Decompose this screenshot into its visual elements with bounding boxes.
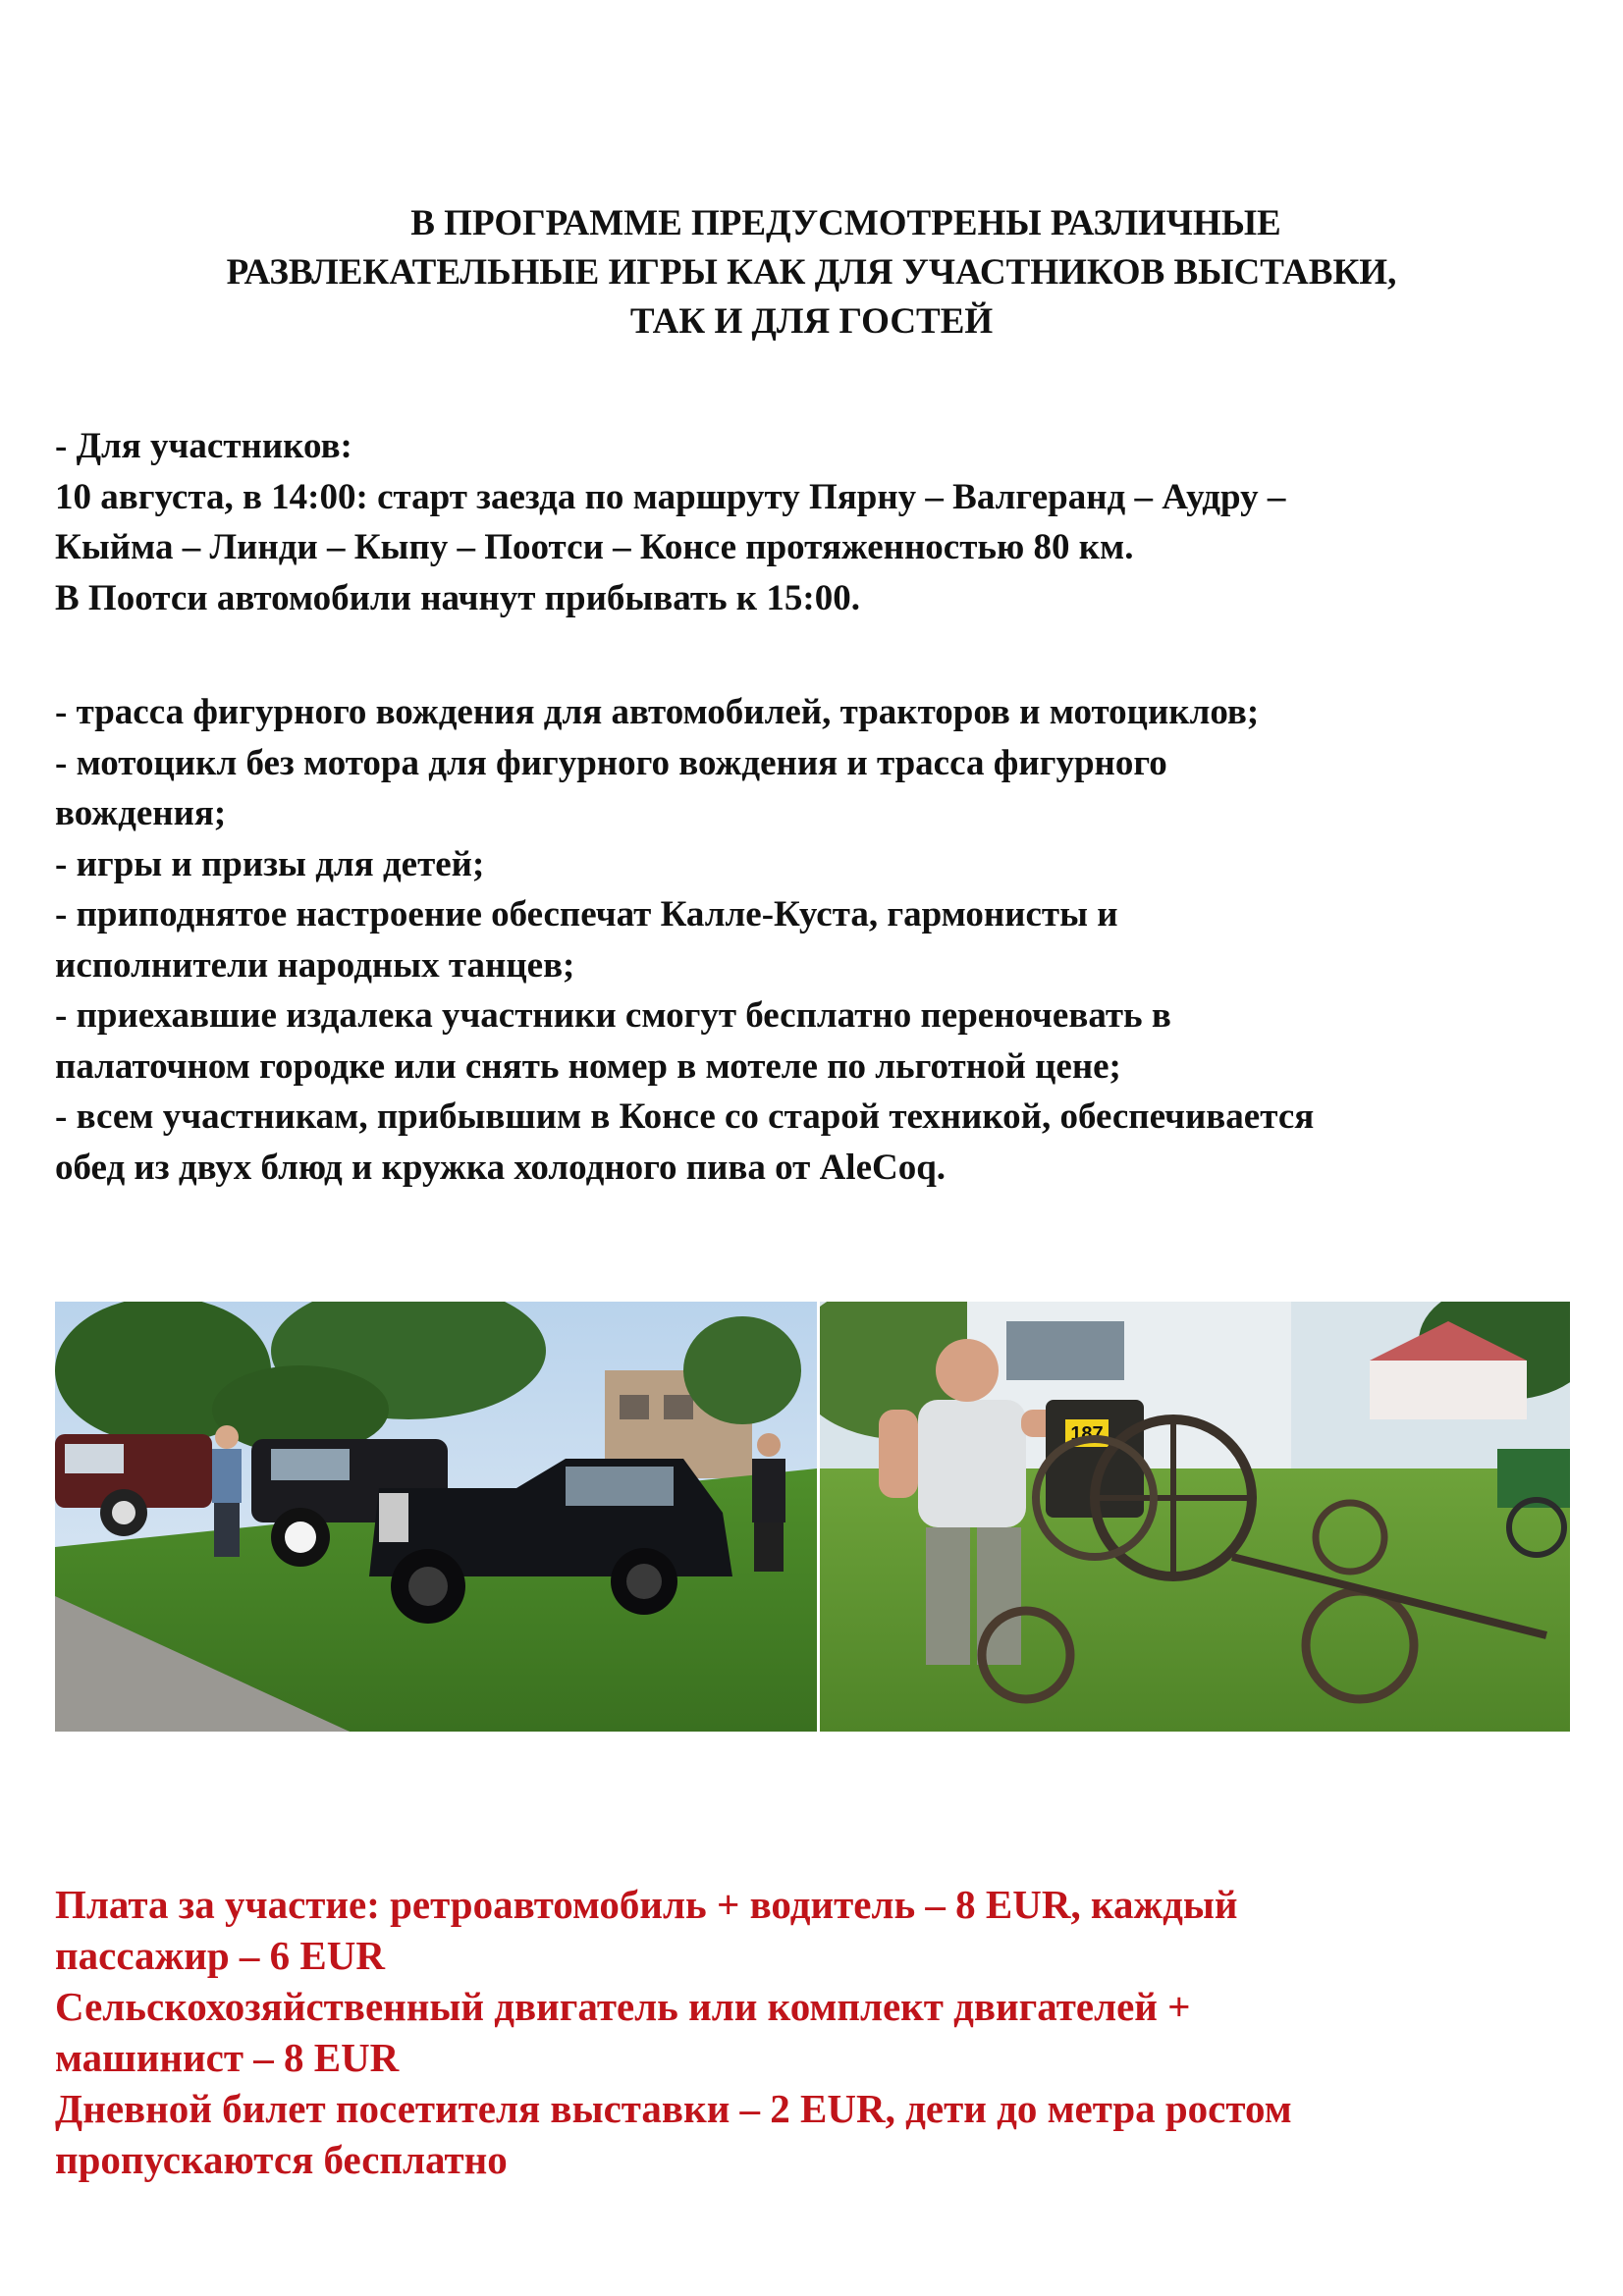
heading-line-3: ТАК И ДЛЯ ГОСТЕЙ [629, 301, 994, 342]
participants-line: В Поотси автомобили начнут прибывать к 15:00. [55, 577, 860, 618]
features-line: исполнители народных танцев; [55, 944, 575, 986]
participation-fees [55, 1879, 1587, 2185]
page-heading [59, 199, 1564, 347]
fee-line: Сельскохозяйственный двигатель или комплект двигателей + [55, 1984, 1191, 2029]
fee-line: Плата за участие: ретроавтомобиль + водитель – 8 EUR, каждый [55, 1882, 1238, 1927]
vintage-cars-photo [55, 1302, 817, 1732]
features-line: - трасса фигурного вождения для автомобилей, тракторов и мотоциклов; [55, 692, 1260, 732]
vintage-cars-illustration [55, 1302, 817, 1732]
engine-plate-number: 187 [1070, 1423, 1104, 1445]
participants-line: - Для участников: [55, 426, 352, 466]
features-line: палаточном городке или снять номер в мотеле по льготной цене; [55, 1045, 1121, 1087]
participants-line: Кыйма – Линди – Кыпу – Поотси – Консе протяженностью 80 км. [55, 527, 1134, 567]
participants-section [55, 421, 1587, 623]
fee-line: пассажир – 6 EUR [55, 1933, 385, 1978]
features-line: - всем участникам, прибывшим в Консе со старой техникой, обеспечивается [55, 1096, 1315, 1137]
heading-line-2: РАЗВЛЕКАТЕЛЬНЫЕ ИГРЫ КАК ДЛЯ УЧАСТНИКОВ ВЫСТАВКИ, [226, 252, 1397, 293]
features-line: - приехавшие издалека участники смогут бесплатно переночевать в [55, 995, 1171, 1036]
vintage-engine-illustration [820, 1302, 1570, 1732]
fee-line: машинист – 8 EUR [55, 2035, 400, 2080]
features-line: - приподнятое настроение обеспечат Калле-Куста, гармонисты и [55, 894, 1118, 934]
features-line: - игры и призы для детей; [55, 843, 485, 884]
photo-strip [55, 1302, 1570, 1732]
features-line: вождения; [55, 793, 227, 833]
fee-line: Дневной билет посетителя выставки – 2 EUR, дети до метра ростом [55, 2086, 1292, 2131]
features-line: обед из двух блюд и кружка холодного пива от AleCoq. [55, 1147, 947, 1188]
vintage-engine-photo [820, 1302, 1570, 1732]
features-line: - мотоцикл без мотора для фигурного вождения и трасса фигурного [55, 742, 1167, 783]
features-list [55, 687, 1587, 1193]
fee-line: пропускаются бесплатно [55, 2137, 508, 2182]
heading-line-1: В ПРОГРАММЕ ПРЕДУСМОТРЕНЫ РАЗЛИЧНЫЕ [410, 203, 1281, 243]
participants-line: 10 августа, в 14:00: старт заезда по маршруту Пярну – Валгеранд – Аудру – [55, 476, 1286, 517]
